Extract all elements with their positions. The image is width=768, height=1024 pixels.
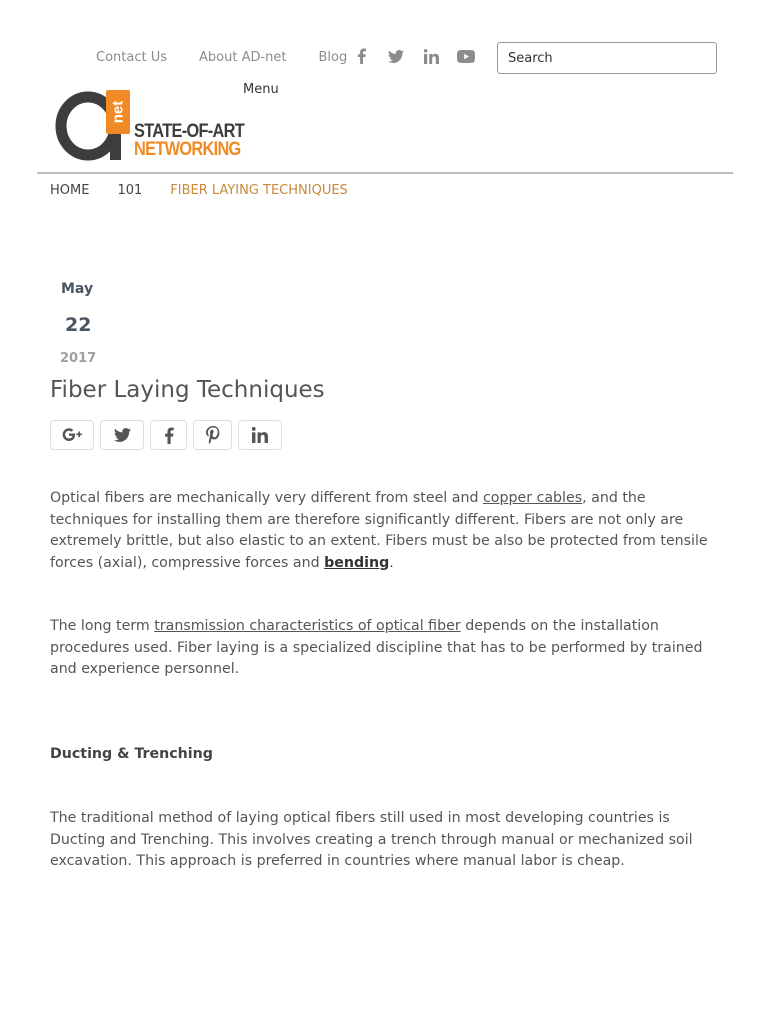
share-twitter-button[interactable] [100, 420, 144, 450]
twitter-icon [114, 428, 131, 442]
bending-link[interactable]: bending [324, 554, 390, 571]
p2-text-a: The long term [50, 618, 155, 634]
post-date-month: May [61, 281, 94, 297]
share-pinterest-button[interactable] [193, 420, 232, 450]
share-google-plus-button[interactable] [50, 420, 94, 450]
google-plus-icon [62, 426, 82, 444]
post-date-year: 2017 [60, 351, 97, 366]
section-heading-ducting: Ducting & Trenching [50, 746, 213, 762]
header-divider [37, 172, 733, 174]
transmission-characteristics-link[interactable]: transmission characteristics of optical fiber [154, 618, 461, 634]
breadcrumb-101[interactable]: 101 [117, 183, 143, 198]
copper-cables-link[interactable]: copper cables [482, 490, 583, 506]
site-logo[interactable] [54, 86, 254, 166]
breadcrumb [50, 183, 348, 198]
share-buttons [50, 420, 288, 450]
breadcrumb-home[interactable]: HOME [50, 183, 90, 198]
pinterest-icon [206, 426, 220, 444]
logo-net-tag [106, 90, 130, 134]
paragraph-ducting: The traditional method of laying optical fibers still used in most developing countries is Ducting and Trenching. This involves creating a trench through manual or mechanized soil excavation. This approach is preferred in countries where manual labor is cheap. [50, 810, 693, 869]
share-facebook-button[interactable] [150, 420, 187, 450]
top-nav [96, 42, 379, 72]
logo-net-text: net [109, 100, 127, 124]
p1-text-c: . [389, 554, 394, 571]
p1-text-b: , and the techniques for installing them are therefore significantly different. Fibers are not only are extremely brittle, but also elastic to an extent. Fibers must be also be protected from tensile forces (axial), compressive forces and [50, 490, 708, 571]
twitter-icon[interactable] [385, 44, 407, 68]
page-title: Fiber Laying Techniques [50, 377, 325, 403]
facebook-icon [164, 427, 174, 444]
logo-line1: STATE-OF-ART [134, 121, 245, 142]
paragraph-transmission [50, 616, 722, 681]
linkedin-icon [252, 427, 268, 443]
p1-text-a: Optical fibers are mechanically very different from steel and [50, 490, 483, 506]
logo-line2: NETWORKING [134, 139, 241, 160]
blog-link[interactable]: Blog [318, 49, 348, 65]
about-link[interactable]: About AD-net [199, 49, 287, 65]
social-links [350, 44, 490, 68]
search-input[interactable] [497, 42, 717, 74]
paragraph-intro [50, 488, 722, 574]
youtube-icon[interactable] [455, 44, 477, 68]
post-date-day: 22 [65, 314, 92, 336]
breadcrumb-current: FIBER LAYING TECHNIQUES [170, 183, 348, 198]
menu-toggle[interactable]: Menu [243, 82, 279, 97]
share-linkedin-button[interactable] [238, 420, 282, 450]
linkedin-icon[interactable] [420, 44, 442, 68]
contact-us-link[interactable]: Contact Us [96, 49, 167, 65]
p2-text-b: depends on the installation procedures used. Fiber laying is a specialized discipline that has to be performed by trained and experience personnel. [50, 618, 703, 677]
facebook-icon[interactable] [350, 44, 372, 68]
